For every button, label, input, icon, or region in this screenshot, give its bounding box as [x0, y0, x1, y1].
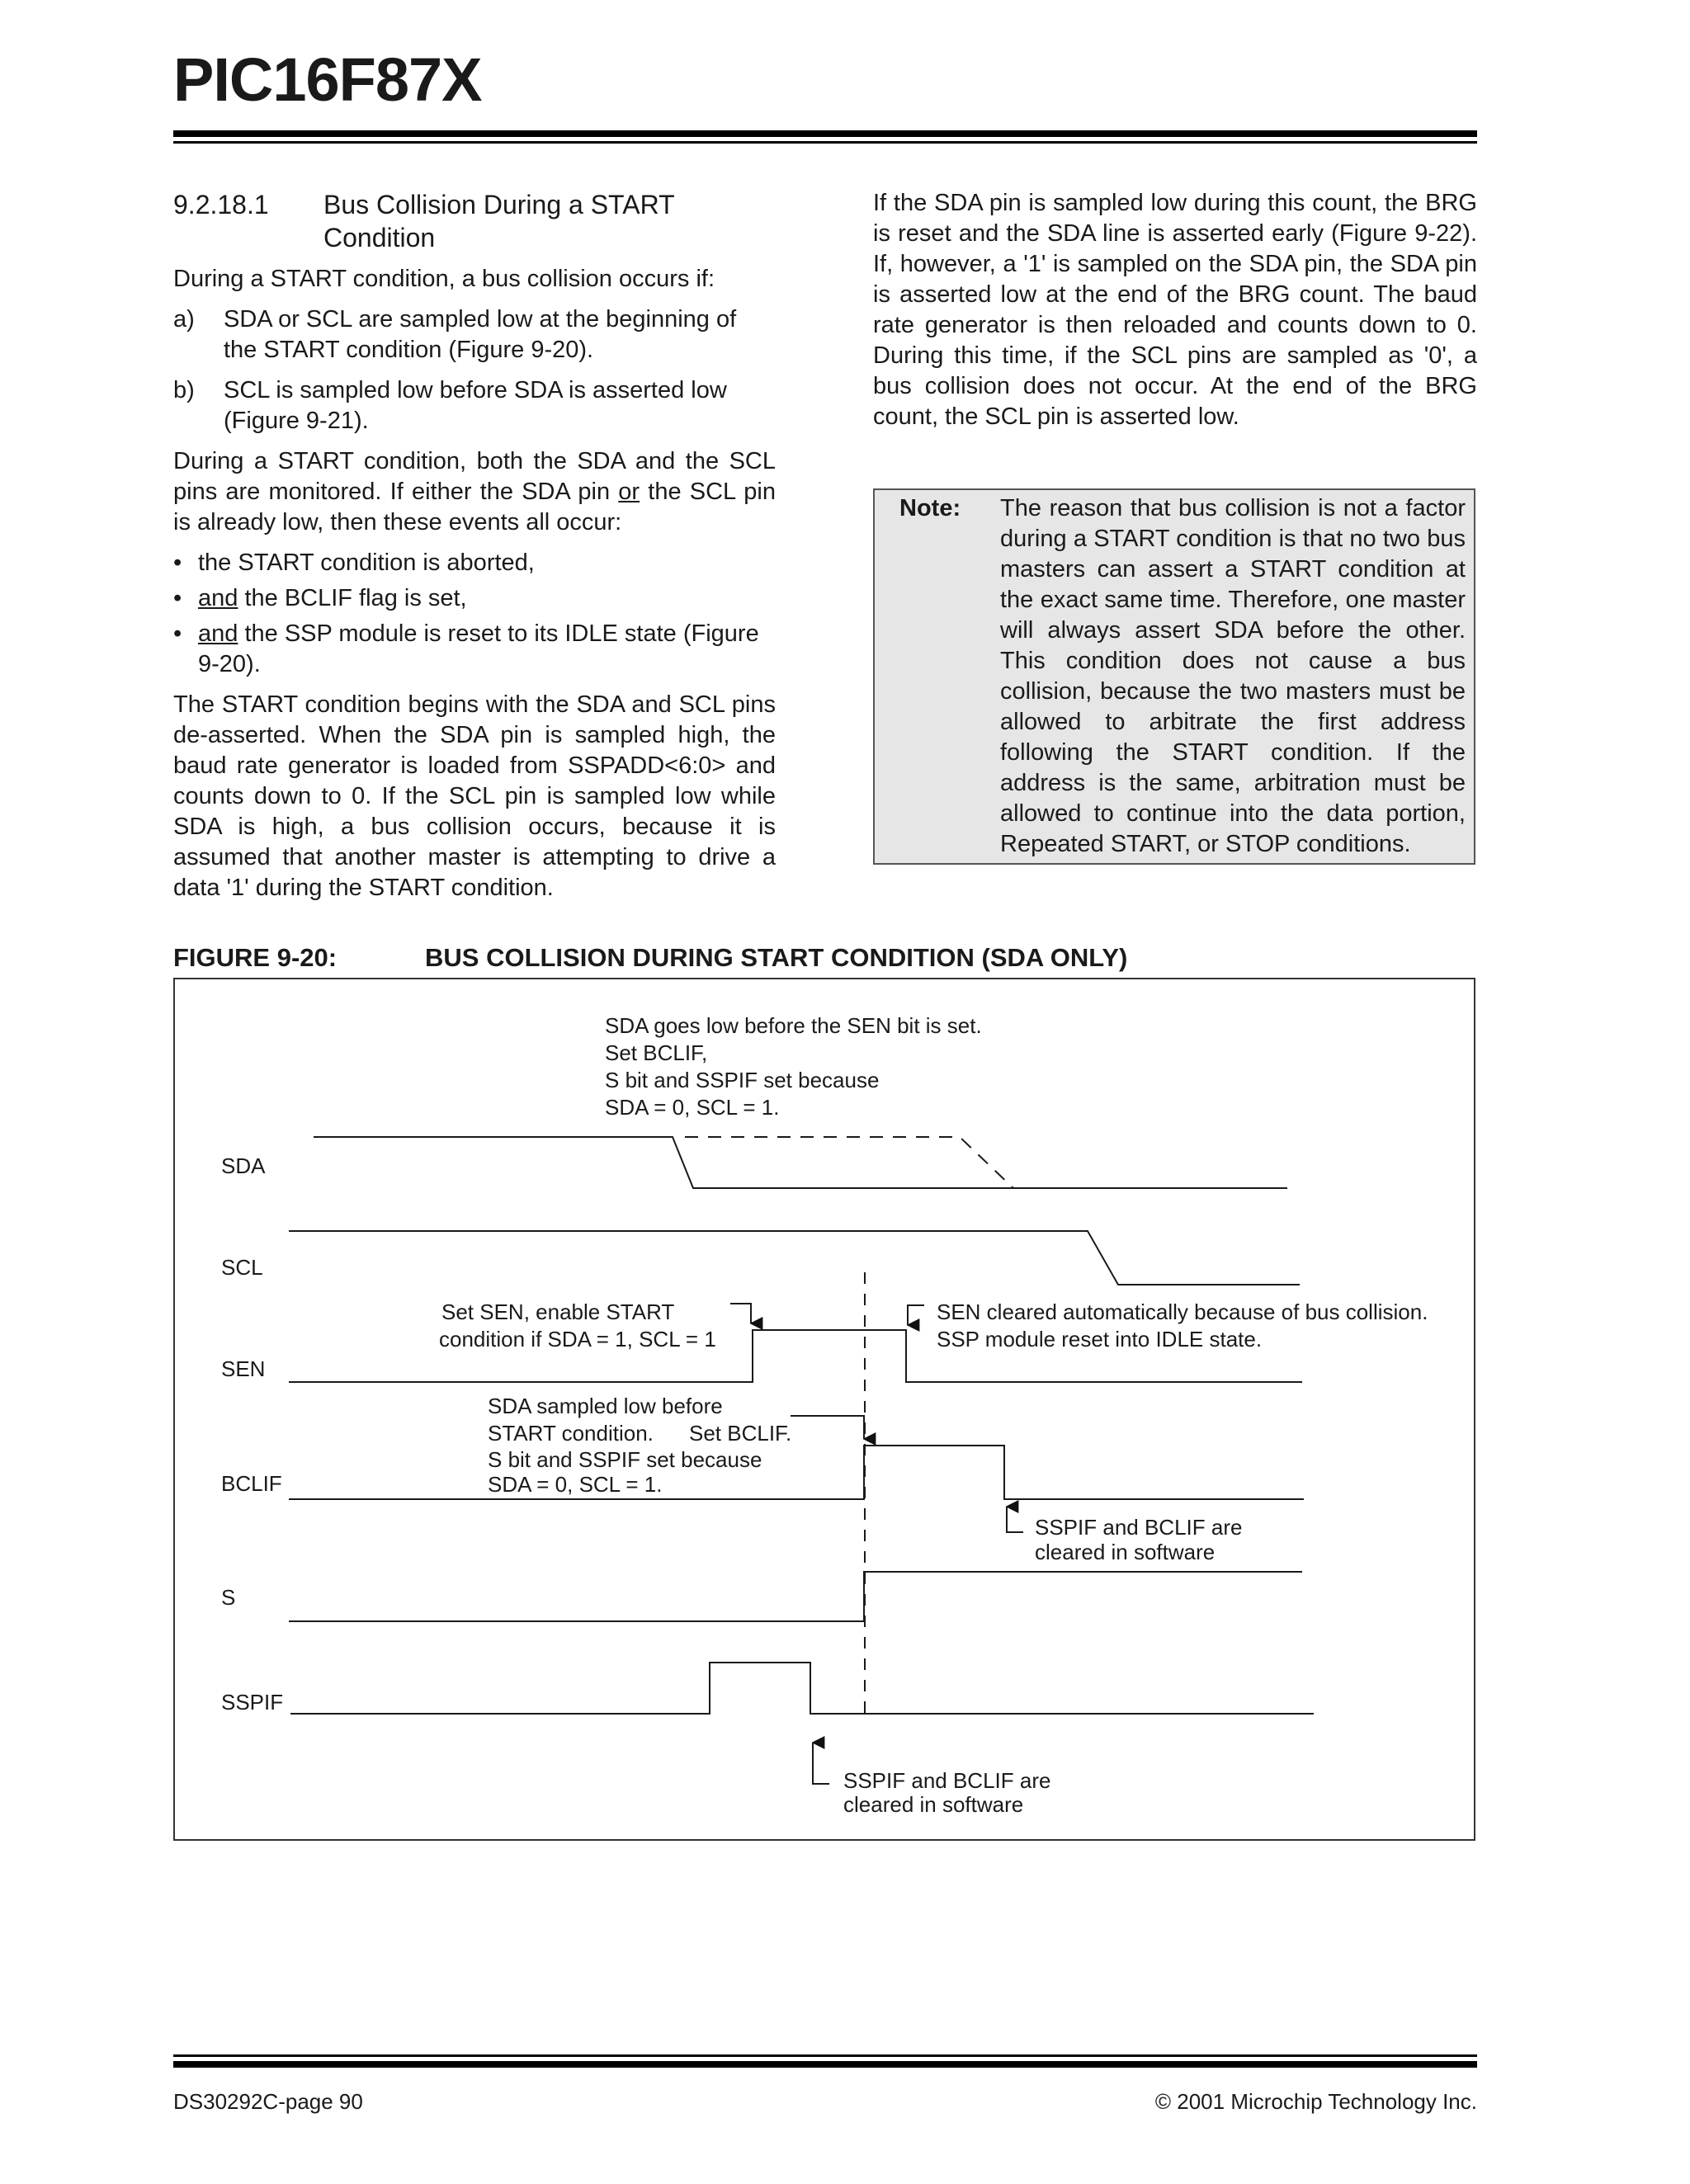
- footer-copyright: © 2001 Microchip Technology Inc.: [1154, 2089, 1477, 2114]
- list-text: SCL is sampled low before SDA is asserted low (Figure 9-21).: [224, 377, 727, 434]
- signal-label-scl: SCL: [221, 1255, 263, 1280]
- signal-label-sen: SEN: [221, 1356, 266, 1381]
- bullet-marker: •: [173, 620, 182, 647]
- waveform-sspif: [290, 1663, 1314, 1714]
- annotation-bclif-cleared: SSPIF and BCLIF are cleared in software: [1035, 1515, 1243, 1564]
- bullet-marker: •: [173, 550, 182, 576]
- underlined-word: or: [618, 479, 640, 505]
- waveform-bclif: [289, 1446, 1304, 1499]
- list-text: SDA or SCL are sampled low at the beginning of the START condition (Figure 9-20).: [224, 306, 737, 363]
- sspif-cleared-arrow: [813, 1743, 829, 1784]
- bullet-text: the START condition is aborted,: [198, 550, 535, 576]
- figure-title: BUS COLLISION DURING START CONDITION (SDA ONLY): [425, 943, 1128, 972]
- footer-rule-thin: [173, 2054, 1477, 2057]
- bullet-text-rest: the BCLIF flag is set,: [238, 585, 467, 611]
- annotation-sspif-cleared: SSPIF and BCLIF are cleared in software: [843, 1768, 1051, 1817]
- waveform-sda-expected: [685, 1137, 1013, 1188]
- figure-number: FIGURE 9-20:: [173, 943, 338, 972]
- signal-label-s: S: [221, 1585, 236, 1610]
- sen-set-arrow: [730, 1304, 751, 1323]
- bclif-cleared-arrow: [1007, 1507, 1023, 1532]
- waveform-scl: [289, 1231, 1300, 1285]
- intro-paragraph: During a START condition, a bus collision occurs if:: [173, 266, 715, 292]
- bclif-set-arrow: [791, 1416, 864, 1439]
- annotation-sen-set: Set SEN, enable START condition if SDA = 1, SCL = 1: [439, 1300, 716, 1351]
- footer-rule-thick: [173, 2061, 1477, 2068]
- document-title: PIC16F87X: [173, 45, 482, 114]
- signal-label-sspif: SSPIF: [221, 1690, 284, 1715]
- underlined-word: and: [198, 620, 238, 647]
- signal-label-bclif: BCLIF: [221, 1471, 282, 1496]
- annotation-bclif-set: SDA sampled low before START condition. Set BCLIF. S bit and SSPIF set because SDA = 0, SCL = 1.: [488, 1394, 792, 1497]
- note-text: The reason that bus collision is not a factor during a START condition is that no two bus masters can assert a START condition at the exact same time. Therefore, one master will always assert SDA before the other. This condition does not cause a bus collision, because the two masters must be allowed to arbitrate the first address following the START condition. If the address is the same, arbitration must be allowed to continue into the data portion, Repeated START, or STOP conditions.: [1000, 495, 1466, 857]
- signal-label-sda: SDA: [221, 1153, 266, 1178]
- paragraph-text: the SCL pin is already low, then these events all occur:: [173, 479, 776, 535]
- waveform-sda: [314, 1137, 1287, 1188]
- paragraph-text: During a START condition, both the SDA and the SCL pins are monitored. If either the SDA pin: [173, 448, 776, 505]
- annotation-sen-cleared: SEN cleared automatically because of bus collision. SSP module reset into IDLE state.: [937, 1300, 1428, 1351]
- waveform-s: [289, 1572, 1302, 1621]
- bullet-text-rest: the SSP module is reset to its IDLE state (Figure 9-20).: [198, 620, 759, 677]
- list-marker: b): [173, 377, 195, 403]
- annotation-sda-low: SDA goes low before the SEN bit is set. Set BCLIF, S bit and SSPIF set because SDA = 0, SCL = 1.: [605, 1013, 982, 1120]
- bullet-marker: •: [173, 585, 182, 611]
- section-number: 9.2.18.1: [173, 190, 269, 219]
- start-condition-paragraph: The START condition begins with the SDA and SCL pins de-asserted. When the SDA pin is sampled high, the baud rate generator is loaded from SSPADD<6:0> and counts down to 0. If the SCL pin is sampled low while SDA is high, a bus collision occurs, because it is assumed that another master is attempting to drive a data '1' during the START condition.: [173, 691, 776, 901]
- list-marker: a): [173, 306, 195, 333]
- brg-paragraph: If the SDA pin is sampled low during this count, the BRG is reset and the SDA line is asserted early (Figure 9-22). If, however, a '1' is sampled on the SDA pin, the SDA pin is asserted low at the end of the BRG count. The baud rate generator is then reloaded and counts down to 0. During this time, if the SCL pins are sampled as '0', a bus collision does not occur. At the end of the BRG count, the SCL pin is asserted low.: [873, 190, 1477, 430]
- underlined-word: and: [198, 585, 238, 611]
- sen-cleared-arrow: [908, 1305, 924, 1325]
- note-label: Note:: [899, 495, 961, 521]
- section-title: Bus Collision During a START Condition: [323, 190, 675, 252]
- footer-page-id: DS30292C-page 90: [173, 2089, 363, 2114]
